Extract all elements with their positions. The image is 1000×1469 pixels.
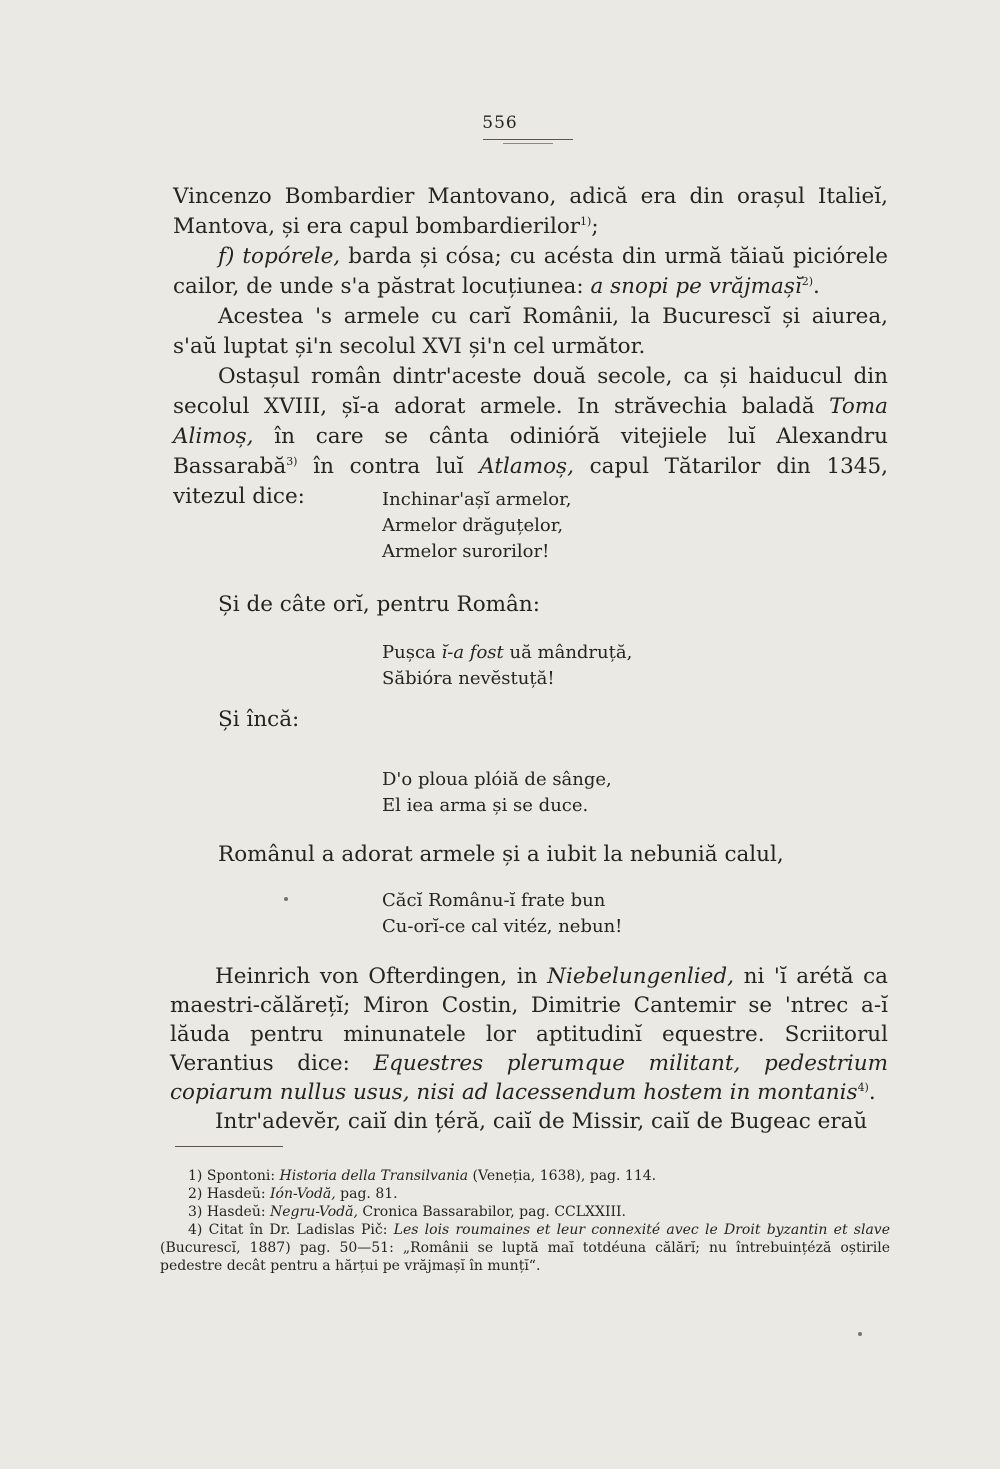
paragraph-5: Heinrich von Ofterdingen, in Niebelungenlied, ni 'ĭ arétă ca maestri-călărețĭ; Miron Costin, Dimitrie Cantemir se 'ntrec a-ĭ lăuda pentru minunatele lor aptitudinĭ equestre. Scriitorul Verantius dice: Equestres plerumque militant, pedestrium copiarum nullus usus, nisi ad lacessendum hostem in montanis$^{4)}$. <box>170 964 888 1105</box>
verse-line: Cu-orĭ-ce cal vitéz, nebun! <box>382 916 623 937</box>
paragraph-3: Acestea 's armele cu carĭ Românii, la Bucurescĭ și aiurea, s'aŭ luptat și'n secolul XVI și'n cel următor. <box>173 304 888 359</box>
footnote-1: 1) Spontoni: Historia della Transilvania (Veneția, 1638), pag. 114. <box>188 1168 657 1184</box>
verse-line: El iea arma și se duce. <box>382 795 589 816</box>
paragraph-2: f) topórele, barda și cósa; cu acésta din urmă tăiaŭ piciórele cailor, de unde s'a păstrat locuțiunea: a snopi pe vrăjmașĭ$^{2)}$. <box>173 244 888 299</box>
footnotes <box>160 1167 890 1275</box>
ink-speck <box>284 897 288 901</box>
verse-4 <box>382 888 622 940</box>
paragraph-1: Vincenzo Bombardier Mantovano, adică era din orașul Italieĭ, Mantova, și era capul bombardierilor$^{1)}$; <box>173 184 888 239</box>
verse-line: Pușca ĭ-a fost uă mândruță, <box>382 642 633 663</box>
verse-line: D'o ploua plóiă de sânge, <box>382 769 612 790</box>
line-romanul: Românul a adorat armele și a iubit la nebuniă calul, <box>218 842 784 867</box>
verse-3 <box>382 767 612 819</box>
verse-line: Căcĭ Românu-ĭ frate bun <box>382 890 606 911</box>
text-block-bottom <box>170 962 888 1136</box>
footnote-rule <box>175 1146 283 1147</box>
footnote-2: 2) Hasdeŭ: Ión-Vodă, pag. 81. <box>188 1186 398 1202</box>
line-si-inca: Și încă: <box>218 707 300 732</box>
ink-speck <box>858 1332 862 1336</box>
verse-line: Săbióra nevĕstuță! <box>382 668 555 689</box>
paragraph-4: Ostașul român dintr'aceste două secole, ca și haiducul din secolul XVIII, șĭ-a adorat armele. In străvechia baladă Toma Alimoș, în care se cânta odinióră vitejiele luĭ Alexandru Bassarabă$^{3)}$ în contra luĭ Atlamoș, capul Tătarilor din 1345, vitezul dice: <box>173 364 888 509</box>
verse-line: Armelor surorilor! <box>382 541 550 562</box>
footnote-4: 4) Citat în Dr. Ladislas Pič: Les lois roumaines et leur connexité avec le Droit byzantin et slave (Bucurescĭ, 1887) pag. 50—51: „Românii se luptă maĭ totdéuna călărĭ; nu întrebuințéză oștirile pedestre decât pentru a hărțui pe vrăjmașĭ în munțĭ“. <box>160 1222 891 1274</box>
footnote-ref-2: 2) <box>801 274 814 288</box>
line-si-de-cate-ori: Și de câte orĭ, pentru Român: <box>218 592 540 617</box>
page-number-rule <box>483 139 573 140</box>
verse-2 <box>382 640 632 692</box>
footnote-ref-4: 4) <box>857 1080 869 1094</box>
paragraph-6: Intr'adevĕr, caiĭ din țéră, caiĭ de Missir, caiĭ de Bugeac eraŭ <box>215 1109 868 1134</box>
verse-line: Armelor drăguțelor, <box>382 515 564 536</box>
footnote-3: 3) Hasdeŭ: Negru-Vodă, Cronica Bassarabilor, pag. CCLXXIII. <box>188 1204 627 1220</box>
page-number: 556 <box>482 113 518 133</box>
page-number-rule-short <box>503 143 553 144</box>
footnote-ref-1: 1) <box>580 214 592 228</box>
verse-1 <box>382 487 571 565</box>
text-block-top <box>173 182 888 512</box>
footnote-ref-3: 3) <box>286 454 298 468</box>
verse-line: Inchinar'așĭ armelor, <box>382 489 572 510</box>
